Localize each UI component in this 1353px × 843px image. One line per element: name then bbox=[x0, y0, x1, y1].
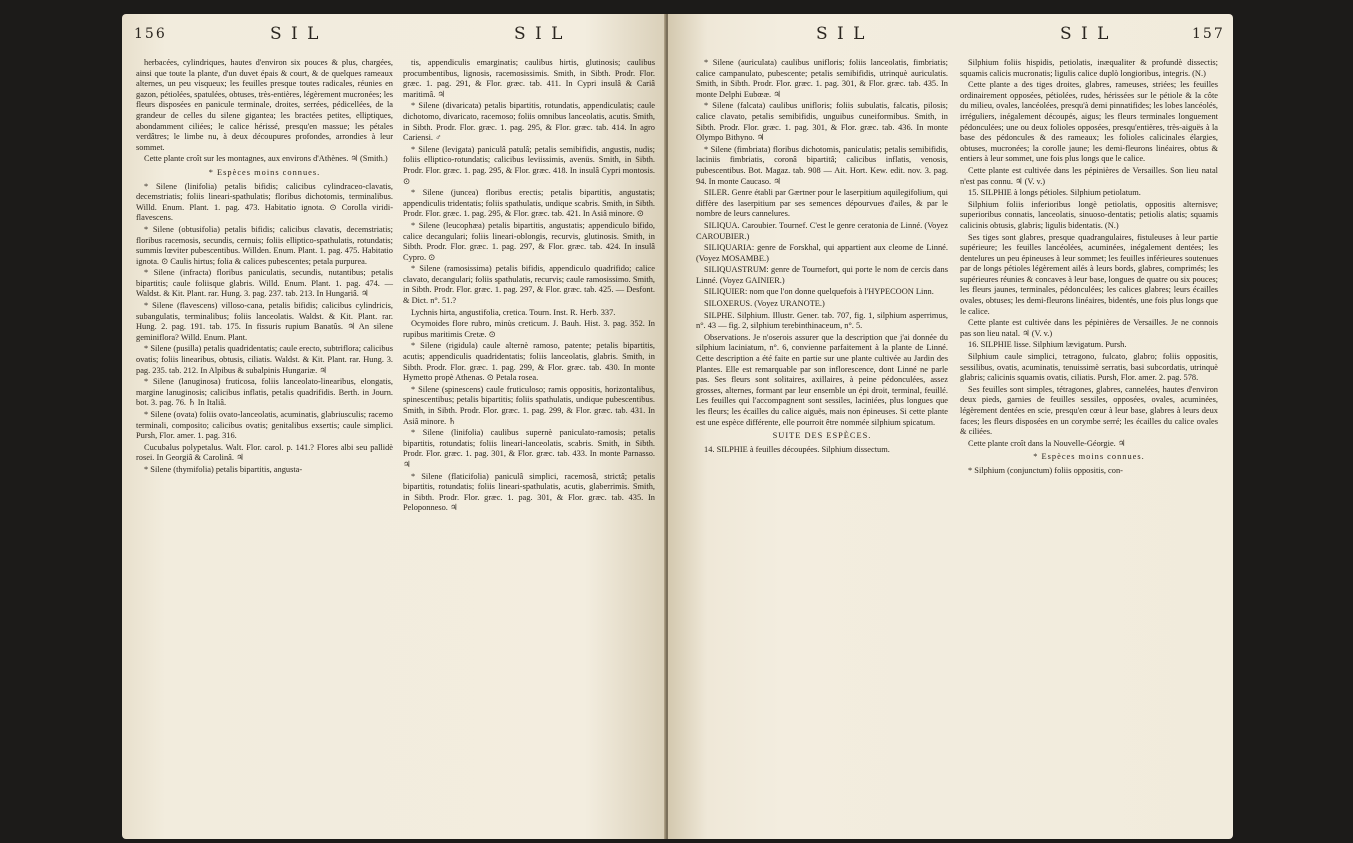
paragraph: Silphium foliis inferioribus longè petiolatis, oppositis alternisve; superioribus connatis, lanceolatis, sinuoso-dentatis; petiolis alatis; squamis calicinis obtusis, glabris; ligulis bidentatis. (N.) bbox=[960, 199, 1218, 230]
paragraph: Silphium foliis hispidis, petiolatis, inæqualiter & profundè dissectis; squamis calicis mucronatis; ligulis calice duplò longioribus, integris. (N.) bbox=[960, 58, 1218, 78]
paragraph: * Silene (spinescens) caule fruticuloso; ramis oppositis, horizontalibus, spinescentibus; petalis bipartitis; foliis spathulatis, undique pubescentibus. Smith, in Sibth. Prodr. Flor. græc. 1. pag. 299, & Flor. græc. tab. 431. In Asiâ minore. ♄ bbox=[403, 384, 655, 426]
paragraph: * Silene (auriculata) caulibus unifloris; foliis lanceolatis, fimbriatis; calice campanulato, pubescente; petalis semibifidis, utrinquè auriculatis. Smith, in Sibth. Prodr. Flor. græc. 1. pag. 301, & Flor. græc. tab. 435. In monte Delphi Eubœæ. ♃ bbox=[696, 58, 948, 99]
paragraph: * Silene (flavescens) villoso-cana, petalis bifidis; calicibus cylindricis, subangulatis, terminalibus; foliis lanceolatis. Waldst. & Kit. Plant. rar. Hung. 2. pag. 191. tab. 175. In fissuris rupium Banatûs. ♃ An silene geminiflora? Willd. Enum. Plant. bbox=[136, 301, 393, 342]
paragraph: * Silene (juncea) floribus erectis; petalis bipartitis, angustatis; appendiculis tridentatis; foliis spathulatis, undique scabris. Smith, in Sibth. Prodr. Flor. græc. 1. pag. 295, & Flor. græc. tab. 421. In Asiâ minore. ⊙ bbox=[403, 188, 655, 219]
paragraph: * Silene (ramosissima) petalis bifidis, appendiculo quadrifido; calice clavato, decangulari; foliis spathulatis, recurvis; caule ramosissimo. Smith, in Sibth. Prodr. Flor. græc. 1. pag. 297, & Flor. græc. tab. 425. — Desfont. & Dict. n°. 51.? bbox=[403, 264, 655, 306]
paragraph: SILIQUARIA: genre de Forskhal, qui appartient aux cleome de Linné. (Voyez MOSAMBE.) bbox=[696, 243, 948, 263]
paragraph: SILIQUIER: nom que l'on donne quelquefois à l'HYPECOON Linn. bbox=[704, 287, 934, 297]
header-left: S I L bbox=[270, 24, 321, 44]
paragraph: * Silene (linifolia) petalis bifidis; calicibus cylindraceo-clavatis, decemstriatis; foliis lineari-spathulatis; floribus dichotomis, terminalibus. Willd. Enum. Plant. 1. pag. 473. Habitatio ignota. ⊙ Corolla viridi-flavescens. bbox=[136, 181, 393, 223]
paragraph: * Silene (falcata) caulibus unifloris; foliis subulatis, falcatis, pilosis; calice clavato, petalis semibifidis, unguibus cuneiformibus. Smith, in Sibth. Prodr. Flor. græc. 1. pag. 301, & Flor. græc. tab. 436. In monte Olympo Bithyno. ♃ bbox=[696, 101, 948, 143]
paragraph: SILPHE. Silphium. Illustr. Gener. tab. 707, fig. 1, silphium asperrimus, n°. 43 — fig. 2, silphium terebinthinaceum, n°. 5. bbox=[696, 310, 948, 331]
section-heading: * Espèces moins connues. bbox=[208, 167, 321, 177]
paragraph: * Silene (thymifolia) petalis bipartitis, angusta- bbox=[144, 464, 303, 474]
running-head bbox=[668, 24, 1233, 46]
paragraph: Cette plante croît sur les montagnes, aux environs d'Athènes. ♃ (Smith.) bbox=[144, 154, 388, 164]
paragraph: * Silene (lanuginosa) fruticosa, foliis lanceolato-linearibus, elongatis, margine lanuginosis; calicibus inflatis, petalis quadrifidis. Berth. in Journ. bot. 3. pag. 76. ♄ In Italiâ. bbox=[136, 377, 393, 408]
page-number: 157 bbox=[1192, 26, 1225, 42]
paragraph: Ses feuilles sont simples, tétragones, glabres, cannelées, hautes d'environ deux pieds, garnies de feuilles sessiles, opposées, ovales, acuminées, légèrement dentées en scie, presqu'en cœur à leur base, glabres à leurs deux faces; les fleurs disposées en un corymbe serré; les écailles du calice ovales & ciliées. bbox=[960, 384, 1218, 437]
paragraph: * Silene (fimbriata) floribus dichotomis, paniculatis; petalis semibifidis, laciniis fimbriatis, coronâ bipartitâ; calicibus inflatis, venosis, pubescentibus. Bot. Magaz. tab. 908 — Ait. Hort. Kew. edit. nov. 3. pag. 94. In monte Caucaso. ♃ bbox=[696, 144, 948, 186]
paragraph: Cette plante est cultivée dans les pépinières de Versailles. Son lieu natal n'est pas connu. ♃ (V. v.) bbox=[960, 165, 1218, 186]
paragraph: 14. SILPHIE à feuilles découpées. Silphium dissectum. bbox=[704, 444, 890, 454]
paragraph: 15. SILPHIE à longs pétioles. Silphium petiolatum. bbox=[968, 188, 1141, 198]
paragraph: * Silene (leucophæa) petalis bipartitis, angustatis; appendiculo bifido, calice decangulari; foliis lineari-oblongis, recurvis, glutinosis. Smith, in Sibth. Prodr. Flor. græc. 1. pag. 297, & Flor. græc. tab. 424. In insulâ Cypro. ⊙ bbox=[403, 220, 655, 262]
left-column-2 bbox=[403, 58, 655, 515]
section-heading: SUITE DES ESPÈCES. bbox=[772, 431, 872, 441]
paragraph: Cette plante a des tiges droites, glabres, rameuses, striées; les feuilles ordinairement opposées, pétiolées, rudes, hérissées sur le pétiole & la côte du milieu, ovales, lancéolées, presqu'à demi pinnatifides; les lobes lancéolés, irréguliers, inégalement découpés, aigus; les fleurs terminales longuement pédonculées; une ou deux folioles opposées, presqu'entières, très-aiguës à la base des pédoncules & des rameaux; les folioles calicinales élargies, obtuses, mucronées; la corolle jaune; les demi-fleurons linéaires, obtus & entiers à leur sommet, une fois plus longs que le calice. bbox=[960, 80, 1218, 164]
paragraph: Cucubalus polypetalus. Walt. Flor. carol. p. 141.? Flores albi seu pallidè rosei. In Georgiâ & Carolinâ. ♃ bbox=[136, 442, 393, 463]
paragraph: Lychnis hirta, angustifolia, cretica. Tourn. Inst. R. Herb. 337. bbox=[411, 307, 616, 317]
header-right: S I L bbox=[1060, 24, 1111, 44]
paragraph: SILER. Genre établi par Gærtner pour le laserpitium aquilegifolium, qui diffère des laserpitium par ses semences dépourvues d'ailes, & par le nombre de leurs cannelures. bbox=[696, 188, 948, 219]
paragraph: * Silene (ovata) foliis ovato-lanceolatis, acuminatis, glabriusculis; racemo terminali, composito; calicibus ovatis; genitalibus exsertis; caule simplici. Pursh, Flor. amer. 1. pag. 316. bbox=[136, 410, 393, 441]
paragraph: Ocymoides flore rubro, minùs creticum. J. Bauh. Hist. 3. pag. 352. In rupibus maritimis Cretæ. ⊙ bbox=[403, 319, 655, 339]
paragraph: Ses tiges sont glabres, presque quadrangulaires, fistuleuses à leur partie supérieure; les feuilles lancéolées, acuminées, inégalement dentées; les dentelures un peu épineuses à leur sommet; les feuilles inférieures soutenues par de longs pétioles légèrement ailés à leurs bords, glabres, comprimés; les supérieures réunies & concaves à leur base, longues de quatre ou six pouces; les fleurs jaunes, terminales, pédonculées; les calices glabres; leurs écailles ovales, obtuses; les demi-fleurons linéaires, bidentés, une fois plus longs que le calice. bbox=[960, 232, 1218, 316]
paragraph: * Silene (divaricata) petalis bipartitis, rotundatis, appendiculatis; caule dichotomo, divaricato, racemoso; foliis omnibus lanceolatis, acutis. Smith, in Sibth. Prodr. Flor. græc. 1. pag. 295, & Flor. græc. tab. 414. In agro Cariensi. ♂ bbox=[403, 101, 655, 143]
paragraph: herbacées, cylindriques, hautes d'environ six pouces & plus, chargées, ainsi que toute la plante, d'un duvet épais & court, & de quelques rameaux alternes, un peu visqueux; les feuilles presque toutes radicales, réunies en gazon, pétiolées, spatulées, obtuses, très-entières, légèrement mucronées; les fleurs disposées en panicule terminale, droites, serrées, pédicellées, de la grandeur de celles du silene gigantea; les bractées petites, elliptiques, abondamment ciliées; le calice hérissé, presqu'en massue; les pétales verdâtres; le limbe nu, à deux découpures profondes, arrondies à leur sommet. bbox=[136, 58, 393, 152]
paragraph: SILIQUASTRUM: genre de Tournefort, qui porte le nom de cercis dans Linné. (Voyez GAINIER.) bbox=[696, 265, 948, 285]
header-left: S I L bbox=[816, 24, 867, 44]
paragraph: Cette plante est cultivée dans les pépinières de Versailles. Je ne connois pas son lieu natal. ♃ (V. v.) bbox=[960, 318, 1218, 338]
paragraph: SILOXERUS. (Voyez URANOTE.) bbox=[704, 299, 825, 309]
paragraph: * Silene (rigidula) caule alternè ramoso, patente; petalis bipartitis, acutis; appendiculis quadridentatis; foliis lanceolatis, glabris. Smith, in Sibth. Prodr. Flor. græc. 1. pag. 299, & Flor. græc. tab. 430. In monte Hymetto propè Athenas. ⊙ Petala rosea. bbox=[403, 341, 655, 383]
running-head bbox=[122, 24, 667, 46]
paragraph: 16. SILPHIE lisse. Silphium lævigatum. Pursh. bbox=[968, 340, 1127, 350]
paragraph: * Silene (levigata) paniculâ patulâ; petalis semibifidis, angustis, nudis; foliis elliptico-rotundatis; calicibus leviissimis, avenüs. Smith, in Sibth. Prodr. Flor. græc. 1. pag. 295, & Flor. græc. 418. In insulâ Cypri montosis. ⊙ bbox=[403, 144, 655, 186]
paragraph: tis, appendiculis emarginatis; caulibus hirtis, glutinosis; caulibus procumbentibus, lignosis, racemosissimis. Smith, in Sibth. Prodr. Flor. græc. 1. pag. 291, & Flor. græc. tab. 411. In Cypri insulâ & Cariâ maritimâ. ♃ bbox=[403, 58, 655, 99]
left-column-1 bbox=[136, 58, 393, 477]
paragraph: Observations. Je n'oserois assurer que la description que j'ai donnée du silphium laciniatum, n°. 6, convienne parfaitement à la plante de Linné. Cette description a été faite en partie sur une plante cultivée au Jardin des Plantes. Elle est remarquable par son inflorescence, dont Linné ne parle pas. Ses fleurs sont solitaires, axillaires, à peine pédonculées, assez grosses, alternes, formant par leur ensemble un épi droit, terminal, feuillé. Les feuilles qui l'accompagnent sont sessiles, laciniées, plus longues que les fleurs; les écailles du calice aiguës, mais non épineuses. Si cette plante est une espèce différente, elle pourroit être nommée silphium spicatum. bbox=[696, 332, 948, 427]
right-page bbox=[668, 14, 1233, 839]
section-heading: * Espèces moins connues. bbox=[1033, 452, 1145, 462]
paragraph: * Silene (obtusifolia) petalis bifidis; calicibus clavatis, decemstriatis; floribus racemosis, secundis, cernuis; foliis elliptico-spathulatis, rotundatis; summis lœviter pubescentibus. Willden. Enum. Plant. 1. pag. 475. Habitatio ignota. ⊙ Caulis hirtus; folia & calices pubescentes; petala purpurea. bbox=[136, 224, 393, 266]
left-page bbox=[122, 14, 667, 839]
paragraph: * Silene (pusilla) petalis quadridentatis; caule erecto, subtriflora; calicibus ovatis; foliis linearibus, obtusis, ciliatis. Waldst. & Kit. Plant. rar. Hung. 3. pag. 235. tab. 212. In Alpibus & subalpinis Hungariæ. ♃ bbox=[136, 344, 393, 375]
paragraph: SILIQUA. Caroubier. Tournef. C'est le genre ceratonia de Linné. (Voyez CAROUBIER.) bbox=[696, 220, 948, 241]
right-column-2 bbox=[960, 58, 1218, 478]
paragraph: * Silene (infracta) floribus paniculatis, secundis, nutantibus; petalis bipartitis; caule foliisque glabris. Willd. Enum. Plant. 1. pag. 474. — Waldst. & Kit. Plant. rar. Hung. 3. pag. 237. tab. 213. In Hungariâ. ♃ bbox=[136, 268, 393, 299]
paragraph: Silphium caule simplici, tetragono, fulcato, glabro; foliis oppositis, sessilibus, ovatis, acuminatis, tenuissimè serratis, basi subcordatis, utrinquè glabris; calicinis squamis ovatis, ciliatis. Pursh, Flor. amer. 2. pag. 578. bbox=[960, 352, 1218, 383]
header-right: S I L bbox=[514, 24, 565, 44]
paragraph: * Silene (flaticifolia) paniculâ simplici, racemosâ, strictâ; petalis bipartitis, rotundatis; foliis lineari-spathulatis, acutis, glaberrimis. Smith, in Sibth. Prodr. Flor. græc. 1. pag. 301, & Flor. græc. tab. 435. In Peloponneso. ♃ bbox=[403, 471, 655, 513]
page-number: 156 bbox=[134, 26, 167, 42]
right-column-1 bbox=[696, 58, 948, 456]
paragraph: * Silene (linifolia) caulibus supernè paniculato-ramosis; petalis bipartitis, rotundatis; foliis lineari-lanceolatis, scabris. Smith, in Sibth. Prodr. Flor. græc. 1. pag. 301, & Flor. græc. tab. 433. In monte Parnasso. ♃ bbox=[403, 428, 655, 469]
paragraph: * Silphium (conjunctum) foliis oppositis, con- bbox=[968, 465, 1123, 475]
paragraph: Cette plante croît dans la Nouvelle-Géorgie. ♃ bbox=[968, 438, 1126, 448]
